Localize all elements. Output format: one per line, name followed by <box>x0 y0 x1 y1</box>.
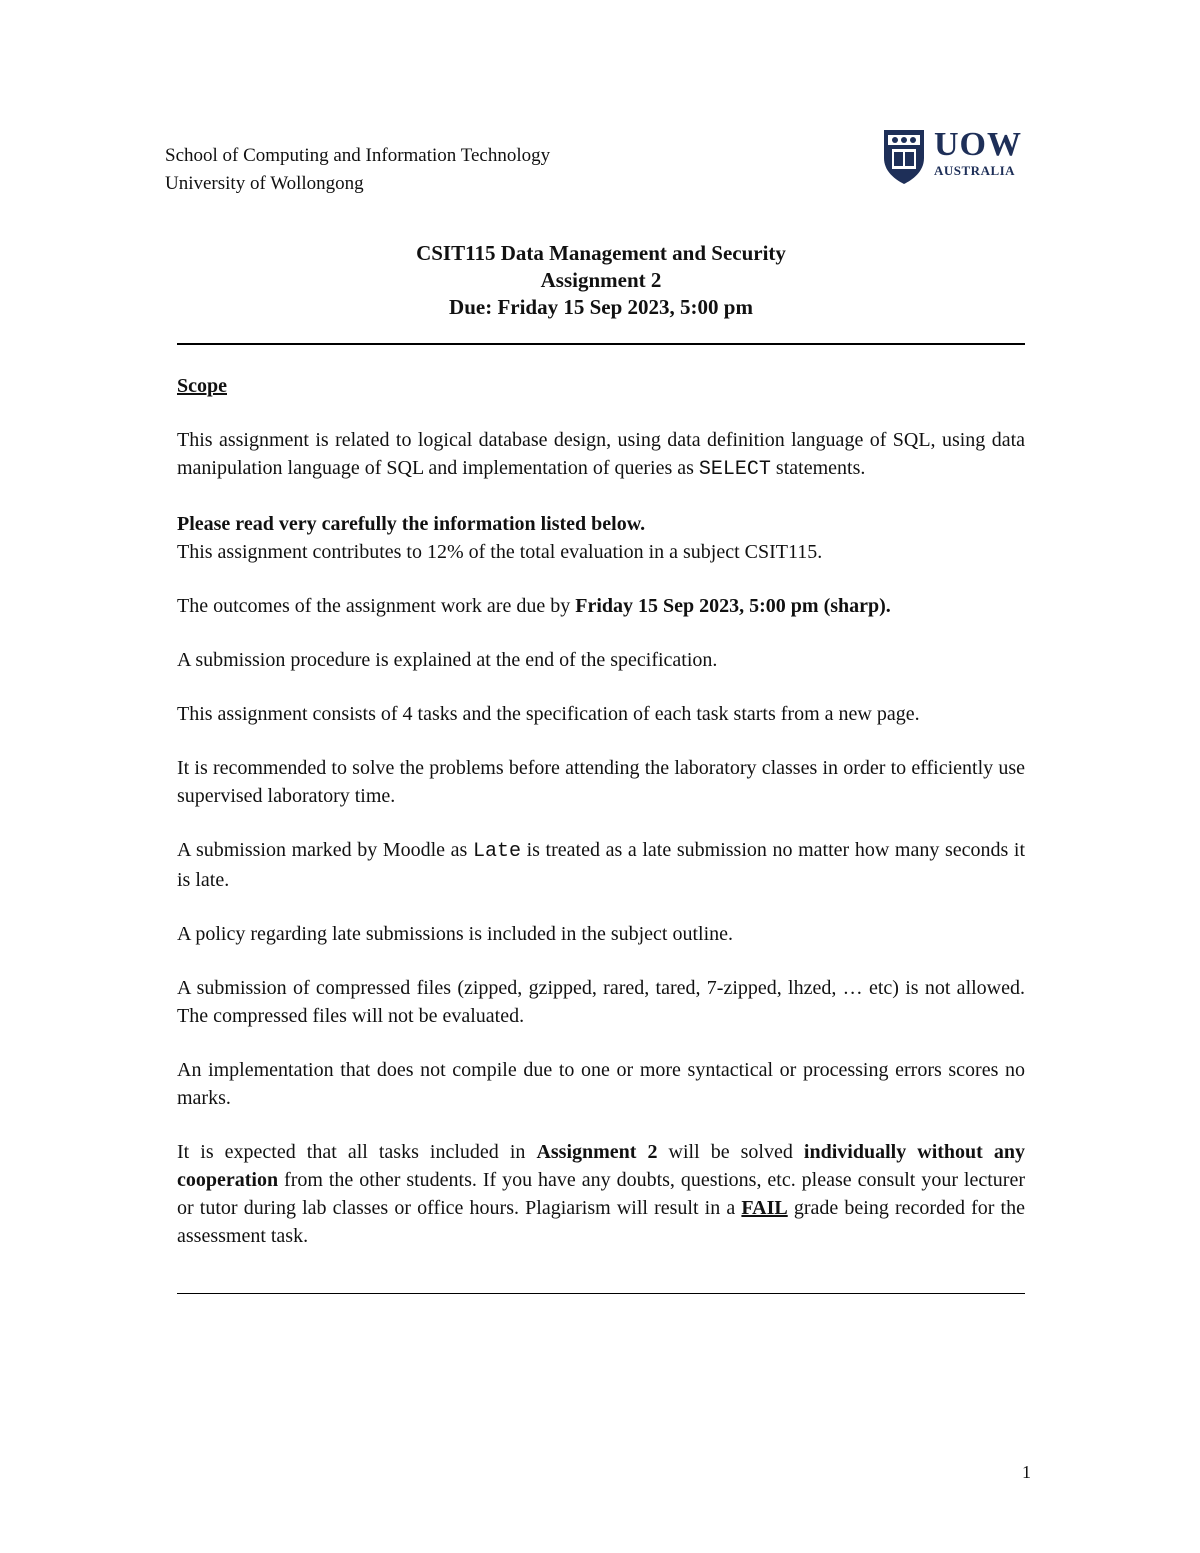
document-title <box>177 240 1025 321</box>
logo-subtitle: AUSTRALIA <box>934 163 1016 178</box>
late-paragraph: A submission marked by Moodle as Late is treated as a late submission no matter how many seconds it is late. <box>177 839 1026 891</box>
bottom-divider <box>177 1293 1025 1294</box>
select-keyword: SELECT <box>698 458 771 481</box>
late-keyword: Late <box>472 840 521 863</box>
due-date-bold: Friday 15 Sep 2023, 5:00 pm (sharp). <box>575 595 891 617</box>
course-title: CSIT115 Data Management and Security <box>416 241 786 265</box>
fail-text: FAIL <box>741 1197 788 1219</box>
due-date: Due: Friday 15 Sep 2023, 5:00 pm <box>449 295 753 319</box>
compile-paragraph: An implementation that does not compile due to one or more syntactical or processing errors scores no marks. <box>177 1059 1025 1109</box>
university-name: University of Wollongong <box>165 173 364 194</box>
top-divider <box>177 343 1025 345</box>
page-number: 1 <box>1022 1462 1031 1482</box>
info-heading: Please read very carefully the information listed below. <box>177 513 646 535</box>
logo-wordmark: UOW <box>934 126 1022 163</box>
contribution-paragraph: This assignment contributes to 12% of the total evaluation in a subject CSIT115. <box>177 541 823 563</box>
document-body <box>177 372 1025 1276</box>
tasks-paragraph: This assignment consists of 4 tasks and the specification of each task starts from a new page. <box>177 703 920 725</box>
plagiarism-paragraph: It is expected that all tasks included in Assignment 2 will be solved individually without any cooperation from the other students. If you have any doubts, questions, etc. please consult your lecturer or tutor during lab classes or office hours. Plagiarism will result in a FAIL grade being recorded for the assessment task. <box>177 1141 1025 1247</box>
institution-header <box>165 142 550 198</box>
assignment-title: Assignment 2 <box>540 268 662 292</box>
recommend-paragraph: It is recommended to solve the problems before attending the laboratory classes in order to efficiently use supervised laboratory time. <box>177 757 1025 807</box>
due-paragraph: The outcomes of the assignment work are due by Friday 15 Sep 2023, 5:00 pm (sharp). <box>177 595 891 617</box>
scope-paragraph: This assignment is related to logical database design, using data definition language of SQL, using data manipulation language of SQL and implementation of queries as SELECT statements. <box>177 429 1025 481</box>
policy-paragraph: A policy regarding late submissions is included in the subject outline. <box>177 923 734 945</box>
school-name: School of Computing and Information Technology <box>165 145 551 166</box>
compressed-paragraph: A submission of compressed files (zipped, gzipped, rared, tared, 7-zipped, lhzed, … etc) is not allowed. The compressed files will not be evaluated. <box>177 977 1025 1027</box>
scope-heading: Scope <box>177 375 227 397</box>
uow-logo <box>882 128 1022 188</box>
submission-paragraph: A submission procedure is explained at the end of the specification. <box>177 649 718 671</box>
university-crest-icon <box>882 128 926 186</box>
